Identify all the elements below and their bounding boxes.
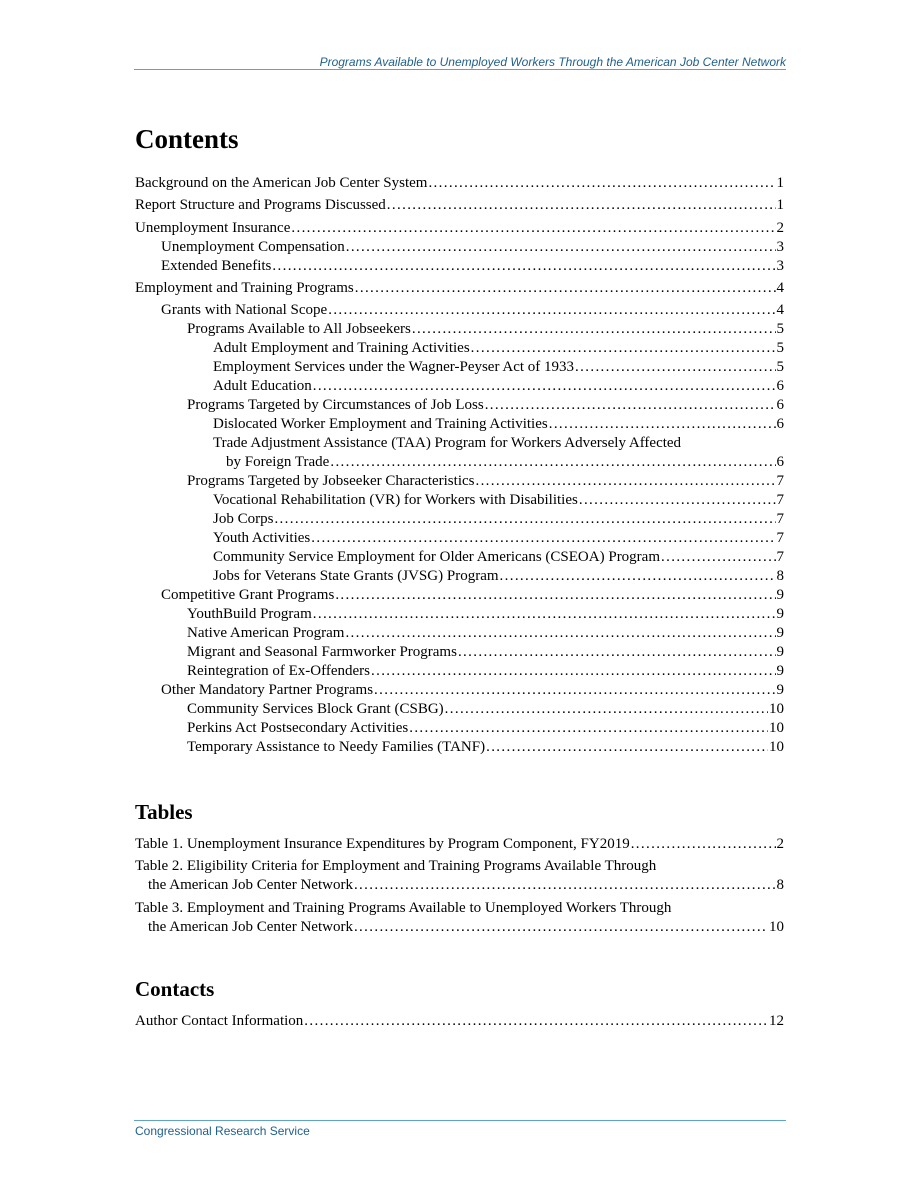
dot-leader bbox=[355, 279, 776, 298]
contents-heading: Contents bbox=[135, 124, 239, 154]
toc-entry-title: Vocational Rehabilitation (VR) for Workers with Disabilities bbox=[213, 492, 578, 509]
dot-leader bbox=[345, 624, 775, 643]
toc-page-number: 5 bbox=[776, 359, 784, 376]
toc-page-number: 6 bbox=[776, 454, 784, 471]
dot-leader bbox=[291, 219, 775, 238]
toc-entry[interactable] bbox=[135, 835, 784, 854]
toc-page-number: 4 bbox=[776, 280, 784, 297]
dot-leader bbox=[458, 643, 776, 662]
dot-leader bbox=[311, 529, 775, 548]
contents-list bbox=[135, 174, 784, 757]
toc-entry[interactable] bbox=[135, 320, 784, 339]
toc-page-number: 2 bbox=[776, 219, 784, 236]
toc-page-number: 7 bbox=[776, 549, 784, 566]
toc-entry[interactable] bbox=[135, 358, 784, 377]
dot-leader bbox=[272, 257, 775, 276]
toc-entry[interactable] bbox=[135, 491, 784, 510]
toc-entry-title: Programs Targeted by Circumstances of Job Loss bbox=[187, 397, 484, 414]
toc-entry[interactable] bbox=[135, 219, 784, 238]
toc-entry-title: Employment and Training Programs bbox=[135, 280, 354, 297]
contacts-heading: Contacts bbox=[135, 977, 215, 1001]
toc-entry-title: Grants with National Scope bbox=[161, 302, 328, 319]
toc-entry-continuation: by Foreign Trade bbox=[226, 454, 330, 471]
toc-page-number: 3 bbox=[776, 257, 784, 274]
toc-page-number: 9 bbox=[776, 625, 784, 642]
toc-page-number: 5 bbox=[776, 340, 784, 357]
dot-leader bbox=[313, 377, 776, 396]
dot-leader bbox=[475, 472, 775, 491]
toc-page-number: 10 bbox=[769, 739, 784, 756]
toc-entry-title: Perkins Act Postsecondary Activities bbox=[187, 720, 409, 737]
toc-entry[interactable] bbox=[135, 605, 784, 624]
dot-leader bbox=[549, 415, 776, 434]
toc-entry[interactable] bbox=[135, 279, 784, 298]
toc-entry-title: Dislocated Worker Employment and Training Activities bbox=[213, 416, 548, 433]
toc-entry-title: Author Contact Information bbox=[135, 1013, 304, 1029]
toc-page-number: 8 bbox=[776, 568, 784, 585]
toc-entry-title: Unemployment Insurance bbox=[135, 219, 291, 236]
dot-leader bbox=[274, 510, 775, 529]
toc-page-number: 5 bbox=[776, 321, 784, 338]
dot-leader bbox=[486, 738, 768, 757]
dot-leader bbox=[661, 548, 775, 567]
toc-page-number: 3 bbox=[776, 238, 784, 255]
dot-leader bbox=[485, 396, 776, 415]
dot-leader bbox=[412, 320, 776, 339]
toc-entry[interactable] bbox=[135, 738, 784, 757]
toc-page-number: 10 bbox=[769, 701, 784, 718]
toc-entry[interactable] bbox=[135, 681, 784, 700]
toc-entry-title: Programs Targeted by Jobseeker Characteristics bbox=[187, 473, 475, 490]
toc-entry-title: Adult Education bbox=[213, 378, 312, 395]
toc-entry-title: Background on the American Job Center System bbox=[135, 175, 428, 191]
toc-page-number: 9 bbox=[776, 587, 784, 604]
toc-entry[interactable] bbox=[135, 529, 784, 548]
toc-entry[interactable] bbox=[135, 196, 784, 215]
toc-page-number: 12 bbox=[769, 1013, 784, 1029]
toc-entry[interactable] bbox=[135, 396, 784, 415]
tables-heading: Tables bbox=[135, 800, 193, 824]
toc-entry[interactable] bbox=[135, 510, 784, 529]
toc-entry[interactable] bbox=[135, 567, 784, 586]
toc-page-number: 10 bbox=[769, 720, 784, 737]
dot-leader bbox=[409, 719, 768, 738]
toc-entry-title: Job Corps bbox=[213, 511, 274, 528]
dot-leader bbox=[371, 662, 776, 681]
dot-leader bbox=[304, 1012, 768, 1031]
toc-page-number: 9 bbox=[776, 644, 784, 661]
dot-leader bbox=[354, 918, 768, 937]
toc-entry-title: Employment Services under the Wagner-Peyser Act of 1933 bbox=[213, 359, 575, 376]
toc-entry[interactable] bbox=[135, 257, 784, 276]
toc-entry[interactable] bbox=[135, 174, 784, 193]
toc-page-number: 1 bbox=[776, 197, 784, 214]
toc-page-number: 9 bbox=[776, 663, 784, 680]
dot-leader bbox=[374, 681, 775, 700]
dot-leader bbox=[387, 196, 776, 215]
toc-entry-title: Adult Employment and Training Activities bbox=[213, 340, 470, 357]
toc-entry-title: Migrant and Seasonal Farmworker Programs bbox=[187, 644, 457, 661]
toc-entry[interactable] bbox=[135, 586, 784, 605]
dot-leader bbox=[575, 358, 775, 377]
toc-entry[interactable] bbox=[135, 899, 784, 937]
toc-page-number: 9 bbox=[776, 606, 784, 623]
toc-entry[interactable] bbox=[135, 700, 784, 719]
toc-page-number: 6 bbox=[776, 378, 784, 395]
toc-entry-title: Report Structure and Programs Discussed bbox=[135, 197, 386, 214]
dot-leader bbox=[328, 301, 775, 320]
footer-org: Congressional Research Service bbox=[135, 1124, 310, 1138]
toc-entry-title: Temporary Assistance to Needy Families (TANF) bbox=[187, 739, 486, 756]
toc-entry-title: Reintegration of Ex-Offenders bbox=[187, 663, 370, 680]
dot-leader bbox=[579, 491, 776, 510]
toc-entry-title: Trade Adjustment Assistance (TAA) Program for Workers Adversely Affected bbox=[213, 435, 682, 452]
running-header: Programs Available to Unemployed Workers Through the American Job Center Network bbox=[319, 55, 786, 69]
toc-page-number: 7 bbox=[776, 473, 784, 490]
toc-page-number: 6 bbox=[776, 397, 784, 414]
dot-leader bbox=[445, 700, 768, 719]
toc-entry-title: Extended Benefits bbox=[161, 257, 272, 274]
toc-entry-title: YouthBuild Program bbox=[187, 606, 312, 623]
dot-leader bbox=[631, 835, 776, 854]
dot-leader bbox=[354, 876, 776, 895]
toc-entry[interactable] bbox=[135, 301, 784, 320]
header-rule bbox=[134, 69, 786, 70]
dot-leader bbox=[330, 453, 775, 472]
toc-page-number: 7 bbox=[776, 530, 784, 547]
toc-page-number: 6 bbox=[776, 416, 784, 433]
tables-list bbox=[135, 835, 784, 937]
toc-entry[interactable] bbox=[135, 1012, 784, 1031]
toc-entry-title: Competitive Grant Programs bbox=[161, 587, 335, 604]
toc-entry[interactable] bbox=[135, 238, 784, 257]
dot-leader bbox=[471, 339, 776, 358]
toc-entry-title: Unemployment Compensation bbox=[161, 238, 345, 255]
toc-entry-title: Programs Available to All Jobseekers bbox=[187, 321, 411, 338]
dot-leader bbox=[500, 567, 776, 586]
toc-page-number: 7 bbox=[776, 492, 784, 509]
dot-leader bbox=[313, 605, 776, 624]
toc-entry-title: Youth Activities bbox=[213, 530, 311, 547]
toc-entry[interactable] bbox=[135, 415, 784, 434]
dot-leader bbox=[335, 586, 775, 605]
toc-entry[interactable] bbox=[135, 857, 784, 895]
toc-entry[interactable] bbox=[135, 643, 784, 662]
toc-entry[interactable] bbox=[135, 662, 784, 681]
dot-leader bbox=[346, 238, 776, 257]
toc-entry[interactable] bbox=[135, 434, 784, 472]
toc-entry-title: Table 1. Unemployment Insurance Expenditures by Program Component, FY2019 bbox=[135, 836, 630, 852]
dot-leader bbox=[428, 174, 775, 193]
toc-entry-title: Native American Program bbox=[187, 625, 345, 642]
toc-page-number: 7 bbox=[776, 511, 784, 528]
toc-entry-title: Jobs for Veterans State Grants (JVSG) Program bbox=[213, 568, 499, 585]
toc-entry-continuation: the American Job Center Network bbox=[148, 918, 353, 935]
toc-entry[interactable] bbox=[135, 719, 784, 738]
toc-entry[interactable] bbox=[135, 472, 784, 491]
toc-entry-title: Community Service Employment for Older Americans (CSEOA) Program bbox=[213, 549, 661, 566]
toc-entry[interactable] bbox=[135, 624, 784, 643]
footer-rule bbox=[134, 1120, 786, 1121]
toc-page-number: 1 bbox=[776, 175, 784, 191]
contacts-list bbox=[135, 1012, 784, 1031]
toc-page-number: 10 bbox=[769, 918, 784, 935]
toc-entry-title: Table 3. Employment and Training Programs Available to Unemployed Workers Through bbox=[135, 899, 672, 916]
toc-page-number: 2 bbox=[776, 836, 784, 852]
toc-entry[interactable] bbox=[135, 339, 784, 358]
toc-page-number: 9 bbox=[776, 682, 784, 699]
toc-page-number: 4 bbox=[776, 302, 784, 319]
toc-entry-title: Other Mandatory Partner Programs bbox=[161, 682, 374, 699]
toc-entry[interactable] bbox=[135, 377, 784, 396]
toc-entry-title: Community Services Block Grant (CSBG) bbox=[187, 701, 444, 718]
toc-entry[interactable] bbox=[135, 548, 784, 567]
toc-entry-title: Table 2. Eligibility Criteria for Employment and Training Programs Available Through bbox=[135, 858, 657, 875]
toc-entry-continuation: the American Job Center Network bbox=[148, 877, 353, 894]
toc-page-number: 8 bbox=[776, 877, 784, 894]
